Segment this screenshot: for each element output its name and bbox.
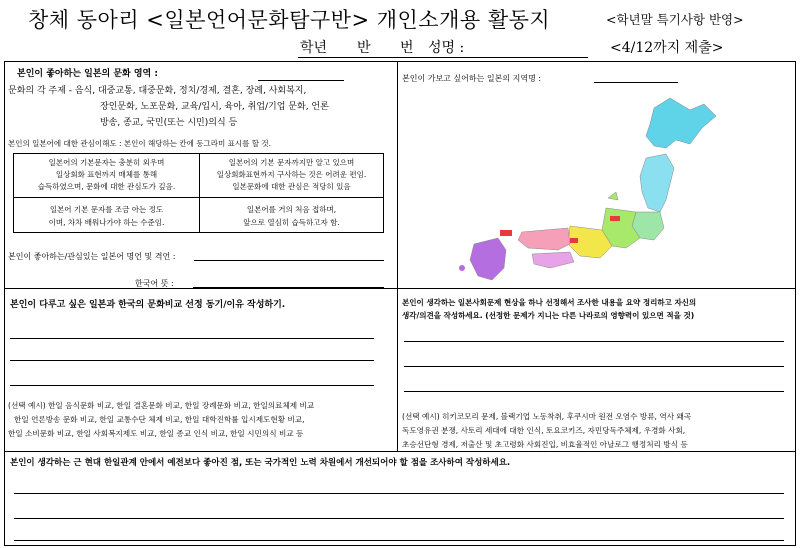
region-answer-line[interactable]: [594, 82, 678, 83]
social-issue-heading-1: 본인이 생각하는 일본사회문제 현상을 하나 선정해서 조사한 내용을 요약 정리하고 자신의: [402, 298, 697, 307]
social-issue-heading-2: 생각/의견을 작성하세요. (선정한 문제가 지니는 다른 나라로의 영향력이 있으면 적을 것): [402, 311, 695, 320]
compare-answer-line-1[interactable]: [10, 338, 374, 339]
japan-map: [440, 88, 740, 286]
topics-line-2: 장인문화, 노포문화, 교육/입시, 육아, 취업/기업 문화, 언론: [100, 102, 329, 112]
grid-cell-intermediate[interactable]: 일본어의 기본 문자까지만 알고 있으며 일상회화표현까지 구사하는 것은 어려운 편임. 일본문화에 대한 관심은 적당히 있음: [216, 158, 367, 191]
grid-cell-beginner[interactable]: 일본어를 거의 처음 접하며, 앞으로 열심히 습득하고자 함.: [243, 205, 340, 227]
compare-answer-line-3[interactable]: [10, 385, 374, 386]
worksheet-title: 창체 동아리 <일본언어문화탐구반> 개인소개용 활동지: [28, 8, 551, 32]
interest-label: 본인의 일본어에 대한 관심이해도 : 본인이 해당하는 칸에 동그라미 표시를 할 것.: [8, 139, 271, 148]
class-label: 반: [357, 40, 371, 56]
topics-line-3: 방송, 종교, 국민(또는 시민)의식 등: [100, 118, 238, 128]
deadline-label: <4/12까지 제출>: [610, 40, 724, 56]
issue-answer-line-2[interactable]: [404, 366, 784, 367]
name-underline: [298, 57, 588, 58]
culture-compare-heading: 본인이 다루고 싶은 일본과 한국의 문화비교 선정 동기/이유 작성하기.: [10, 300, 286, 310]
culture-area-label: 본인이 좋아하는 일본의 문화 영역 :: [17, 69, 158, 79]
row-divider-1: [4, 288, 796, 289]
row-divider-2: [4, 451, 796, 452]
name-label: 성명 :: [428, 40, 465, 56]
issue-answer-line-3[interactable]: [404, 391, 784, 392]
compare-example-1: (선택 예시) 한일 음식문화 비교, 한일 결혼문화 비교, 한일 장례문화 비교, 한일의료체제 비교: [8, 401, 315, 410]
korean-meaning-answer-line[interactable]: [193, 287, 384, 288]
culture-area-answer-line[interactable]: [258, 80, 344, 81]
compare-example-2: 한일 언론방송 문화 비교, 한일 교통수단 체제 비교, 한일 대학진학률 입시제도현황 비교,: [14, 415, 305, 424]
issue-example-1: (선택 예시) 히키코모리 문제, 블랙기업 노동착취, 후쿠시마 원전 오염수 방류, 역사 왜곡: [402, 412, 692, 421]
relations-answer-line-1[interactable]: [14, 493, 784, 494]
title-note: <학년말 특기사항 반영>: [606, 12, 744, 27]
compare-example-3: 한일 소비문화 비교, 한일 사회복지제도 비교, 한일 종교 인식 비교, 한일 시민의식 비교 등: [8, 429, 304, 438]
relations-heading: 본인이 생각하는 근 현대 한일관계 안에서 예전보다 좋아진 점, 또는 국가적인 노력 차원에서 개선되어야 할 점을 조사하여 작성하세요.: [10, 458, 511, 468]
grade-label: 학년: [300, 40, 328, 56]
korean-meaning-label: 한국어 뜻 :: [135, 279, 174, 288]
grid-cell-basic[interactable]: 일본어 기본 문자를 조금 아는 정도 이며, 차차 배워나가야 하는 수준임.: [48, 205, 165, 227]
quote-label: 본인이 좋아하는/관심있는 일본어 명언 및 격언 :: [8, 252, 176, 261]
issue-answer-line-1[interactable]: [404, 341, 784, 342]
column-divider: [397, 61, 398, 451]
topics-line-1: 문화의 각 주제 - 음식, 대중교통, 대중문화, 정치/경제, 결혼, 장례, 사회복지,: [8, 86, 307, 96]
issue-example-2: 독도영유권 분쟁, 사토리 세대에 대한 인식, 토요코키즈, 자민당독주체제, 우경화 사회,: [402, 426, 686, 435]
relations-answer-line-3[interactable]: [14, 540, 784, 541]
issue-example-3: 초승선단형 경제, 저출산 및 초고령화 사회진입, 비효율적인 아날로그 행정처리 방식 등: [402, 440, 688, 449]
grid-cell-advanced[interactable]: 일본어의 기본문자는 충분히 외우며 일상회화 표현까지 매체를 통해 습득하였으며, 문화에 대한 관심도가 깊음.: [37, 158, 176, 191]
number-label: 번: [400, 40, 414, 56]
region-label: 본인이 가보고 싶어하는 일본의 지역명 :: [402, 74, 542, 83]
quote-answer-line[interactable]: [194, 260, 384, 261]
compare-answer-line-2[interactable]: [10, 360, 374, 361]
relations-answer-line-2[interactable]: [14, 518, 784, 519]
interest-grid: [13, 153, 384, 233]
